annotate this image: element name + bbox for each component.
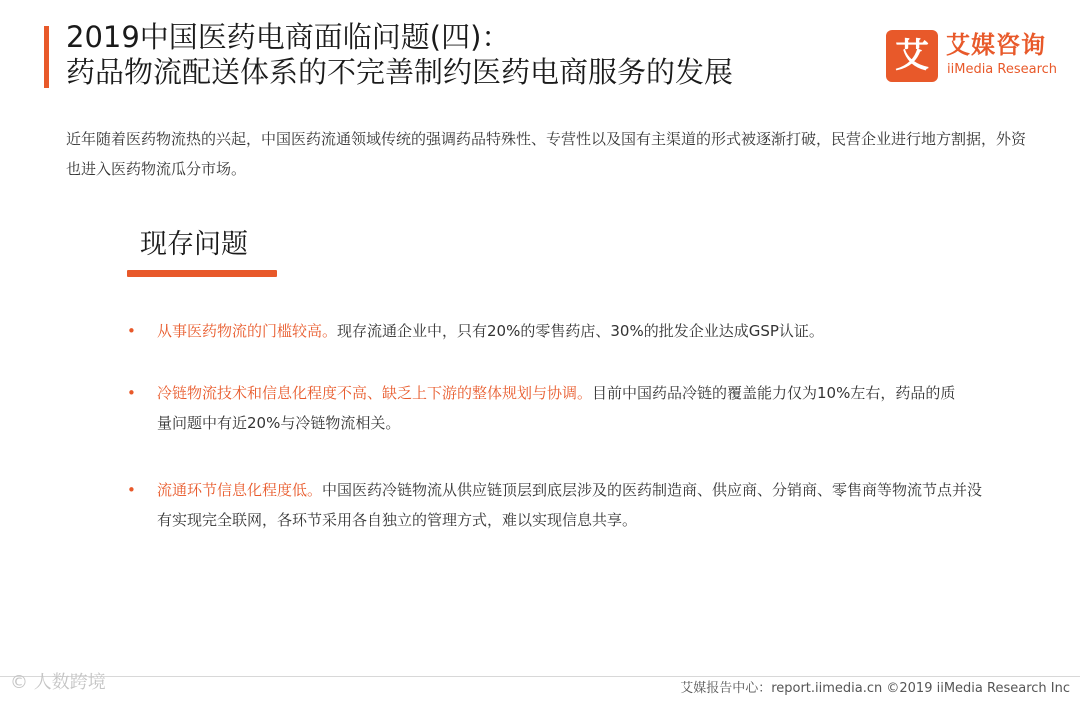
issue-detail: 中国医药冷链物流从供应链顶层到底层涉及的医药制造商、供应商、分销商、零售商等物流节点并没有实现完全联网，各环节采用各自独立的管理方式，难以实现信息共享。 [157,481,983,529]
title-accent-bar [44,26,49,88]
logo-name-cn: 艾媒咨询 [946,31,1046,59]
issue-highlight: 从事医药物流的门槛较高。 [157,322,338,340]
page-title-line-1: 2019中国医药电商面临问题(四)： [66,20,511,54]
logo-name-en: iiMedia Research [947,62,1058,77]
intro-paragraph: 近年随着医药物流热的兴起，中国医药流通领域传统的强调药品特殊性、专营性以及国有主渠道的形式被逐渐打破，民营企业进行地方割据，外资也进入医药物流瓜分市场。 [66,130,1027,178]
bullet-icon: • [127,384,136,402]
issue-text [157,475,987,535]
bullet-icon: • [127,481,136,499]
page-title [66,20,836,90]
issue-text [157,316,987,346]
page-title-line-2: 药品物流配送体系的不完善制约医药电商服务的发展 [66,55,734,89]
bullet-icon: • [127,322,136,340]
issue-item [127,316,987,346]
iimedia-logo [886,30,1066,84]
issue-highlight: 流通环节信息化程度低。 [157,481,323,499]
footer-source: 艾媒报告中心：report.iimedia.cn ©2019 iiMedia Research Inc [680,681,1070,696]
issue-text [157,378,967,438]
logo-mark-icon: 艾 [886,30,938,82]
issue-detail: 现存流通企业中，只有20%的零售药店、30%的批发企业达成GSP认证。 [337,322,824,340]
issue-highlight: 冷链物流技术和信息化程度不高、缺乏上下游的整体规划与协调。 [157,384,593,402]
footer-watermark: © 人数跨境 [10,672,106,693]
issue-item [127,378,987,438]
section-heading: 现存问题 [140,229,248,260]
footer-divider [0,676,1080,677]
issue-item [127,475,987,535]
section-heading-underline [127,270,277,277]
issue-detail: 目前中国药品冷链的覆盖能力仅为10%左右，药品的质量问题中有近20%与冷链物流相关。 [157,384,956,432]
